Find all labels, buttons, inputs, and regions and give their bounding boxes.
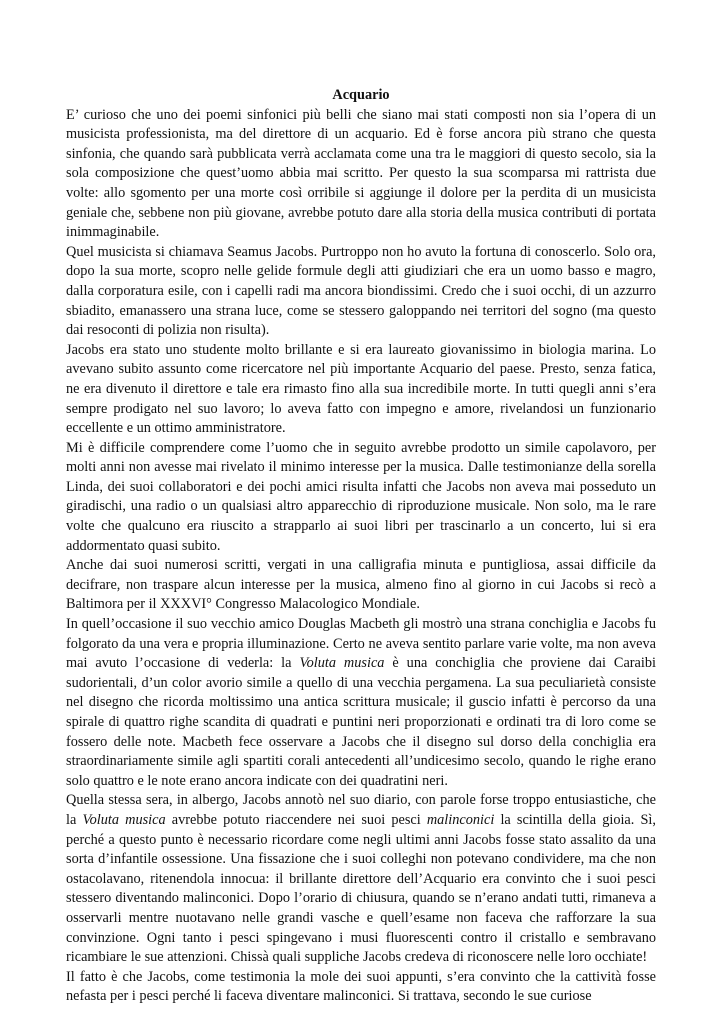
paragraph [66, 791, 656, 967]
text-run: Jacobs era stato uno studente molto brillante e si era laureato giovanissimo in biologia marina. Lo avevano subito assunto come ricercatore nel più importante Acquario del paese. Presto, senza fatica, ne era divenuto il direttore e tale era rimasto fino alla sua incredibile morte. In tutti quegli anni s’era sempre prodigato nel suo lavoro; lo aveva fatto con impegno e amore, rivelandosi un funzionario eccellente e un ottimo amministratore. [66, 341, 656, 437]
paragraph [66, 341, 656, 439]
document-page [66, 86, 656, 1007]
paragraph [66, 106, 656, 243]
document-body [66, 106, 656, 1007]
text-run: Mi è difficile comprendere come l’uomo che in seguito avrebbe prodotto un simile capolavoro, per molti anni non avesse mai rivelato il minimo interesse per la musica. Dalle testimonianze della sorella Linda, dei suoi collaboratori e dei pochi amici risulta infatti che Jacobs non aveva mai posseduto un giradischi, una radio o un qualsiasi altro apparecchio di riproduzione musicale. Non solo, ma le rare volte che qualcuno era riuscito a strapparlo ai suoi libri per trascinarlo a un concerto, lui si era addormentato quasi subito. [66, 439, 656, 554]
text-run: è una conchiglia che proviene dai Caraibi sudorientali, d’un color avorio simile a quello di una vecchia pergamena. La sua peculiarietà consiste nel disegno che ricorda moltissimo una antica scrittura musicale; il guscio infatti è percorso da una spirale di quattro righe scandita di quadrati e puntini neri proporzionati e ordinati tra di loro come se fossero delle note. Macbeth fece osservare a Jacobs che il disegno sul dorso della conchiglia era straordinariamente simile agli spartiti corali antecedenti all’undicesimo secolo, quando le righe erano solo quattro e le note erano ancora indicate con dei quadratini neri. [66, 655, 656, 789]
paragraph [66, 556, 656, 615]
text-run: avrebbe potuto riaccendere nei suoi pesci [165, 811, 427, 828]
italic-text: malinconici [426, 811, 495, 828]
text-run: Anche dai suoi numerosi scritti, vergati in una calligrafia minuta e puntigliosa, assai difficile da decifrare, non traspare alcun interesse per la musica, almeno fino al giorno in cui Jacobs si recò a Baltimora per il XXXVI° Congresso Malacologico Mondiale. [66, 557, 656, 613]
text-run: Quel musicista si chiamava Seamus Jacobs. Purtroppo non ho avuto la fortuna di conoscerlo. Solo ora, dopo la sua morte, scopro nelle gelide formule degli atti giudiziari che era un uomo basso e magro, dalla corporatura esile, con i capelli radi ma ancora biondissimi. Credo che i suoi occhi, di un azzurro sbiadito, emanassero una strana luce, come se stessero galoppando nei territori del sogno (ma questo dai resoconti di polizia non risulta). [66, 243, 656, 339]
document-title: Acquario [332, 87, 390, 103]
italic-text: Voluta musica [82, 811, 166, 828]
paragraph [66, 968, 656, 1007]
text-run: In quell’occasione il suo vecchio amico Douglas Macbeth gli mostrò una strana conchiglia e Jacobs fu folgorato da una vera e propria illuminazione. Certo ne aveva sentito parlare varie volte, ma non aveva mai avuto l’occasione di vederla: la [66, 616, 656, 672]
paragraph [66, 243, 656, 341]
text-run: la scintilla della gioia. Sì, perché a questo punto è necessario ricordare come negli ultimi anni Jacobs fosse stato assalito da una sorta d’infantile ossessione. Una fissazione che i suoi colleghi non potevano condividere, ma che non ostacolavano, ritenendola innocua: il brillante direttore dell’Acquario era convinto che i suoi pesci stessero diventando malinconici. Dopo l’orario di chiusura, quando se n’erano andati tutti, rimaneva a osservarli mentre nuotavano nelle grandi vasche e quell’esame non faceva che rafforzare la sua convinzione. Ogni tanto i pesci spingevano i musi fluorescenti contro il cristallo e sembravano ricambiare le sue attenzioni. Chissà quali suppliche Jacobs credeva di riconoscere nelle loro occhiate! [66, 811, 656, 966]
text-run: Il fatto è che Jacobs, come testimonia la mole dei suoi appunti, s’era convinto che la cattività fosse nefasta per i pesci perché li faceva diventare malinconici. Si trattava, secondo le sue curiose [66, 968, 656, 1005]
text-run: Quella stessa sera, in albergo, Jacobs annotò nel suo diario, con parole forse troppo entusiastiche, che la [66, 792, 656, 828]
paragraph [66, 439, 656, 557]
italic-text: Voluta musica [299, 655, 385, 672]
paragraph [66, 615, 656, 791]
text-run: E’ curioso che uno dei poemi sinfonici più belli che siano mai stati composti non sia l’opera di un musicista professionista, ma del direttore di un acquario. Ed è forse ancora più strano che questa sinfonia, che quando sarà pubblicata verrà acclamata come una tra le maggiori di questo secolo, sia la sola composizione che quest’uomo abbia mai scritto. Per questo la sua scomparsa mi rattrista due volte: allo sgomento per una morte così orribile si aggiunge il dolore per la perdita di un musicista geniale che, sebbene non più giovane, avrebbe potuto dare alla storia della musica contributi di portata inimmaginabile. [66, 106, 656, 241]
